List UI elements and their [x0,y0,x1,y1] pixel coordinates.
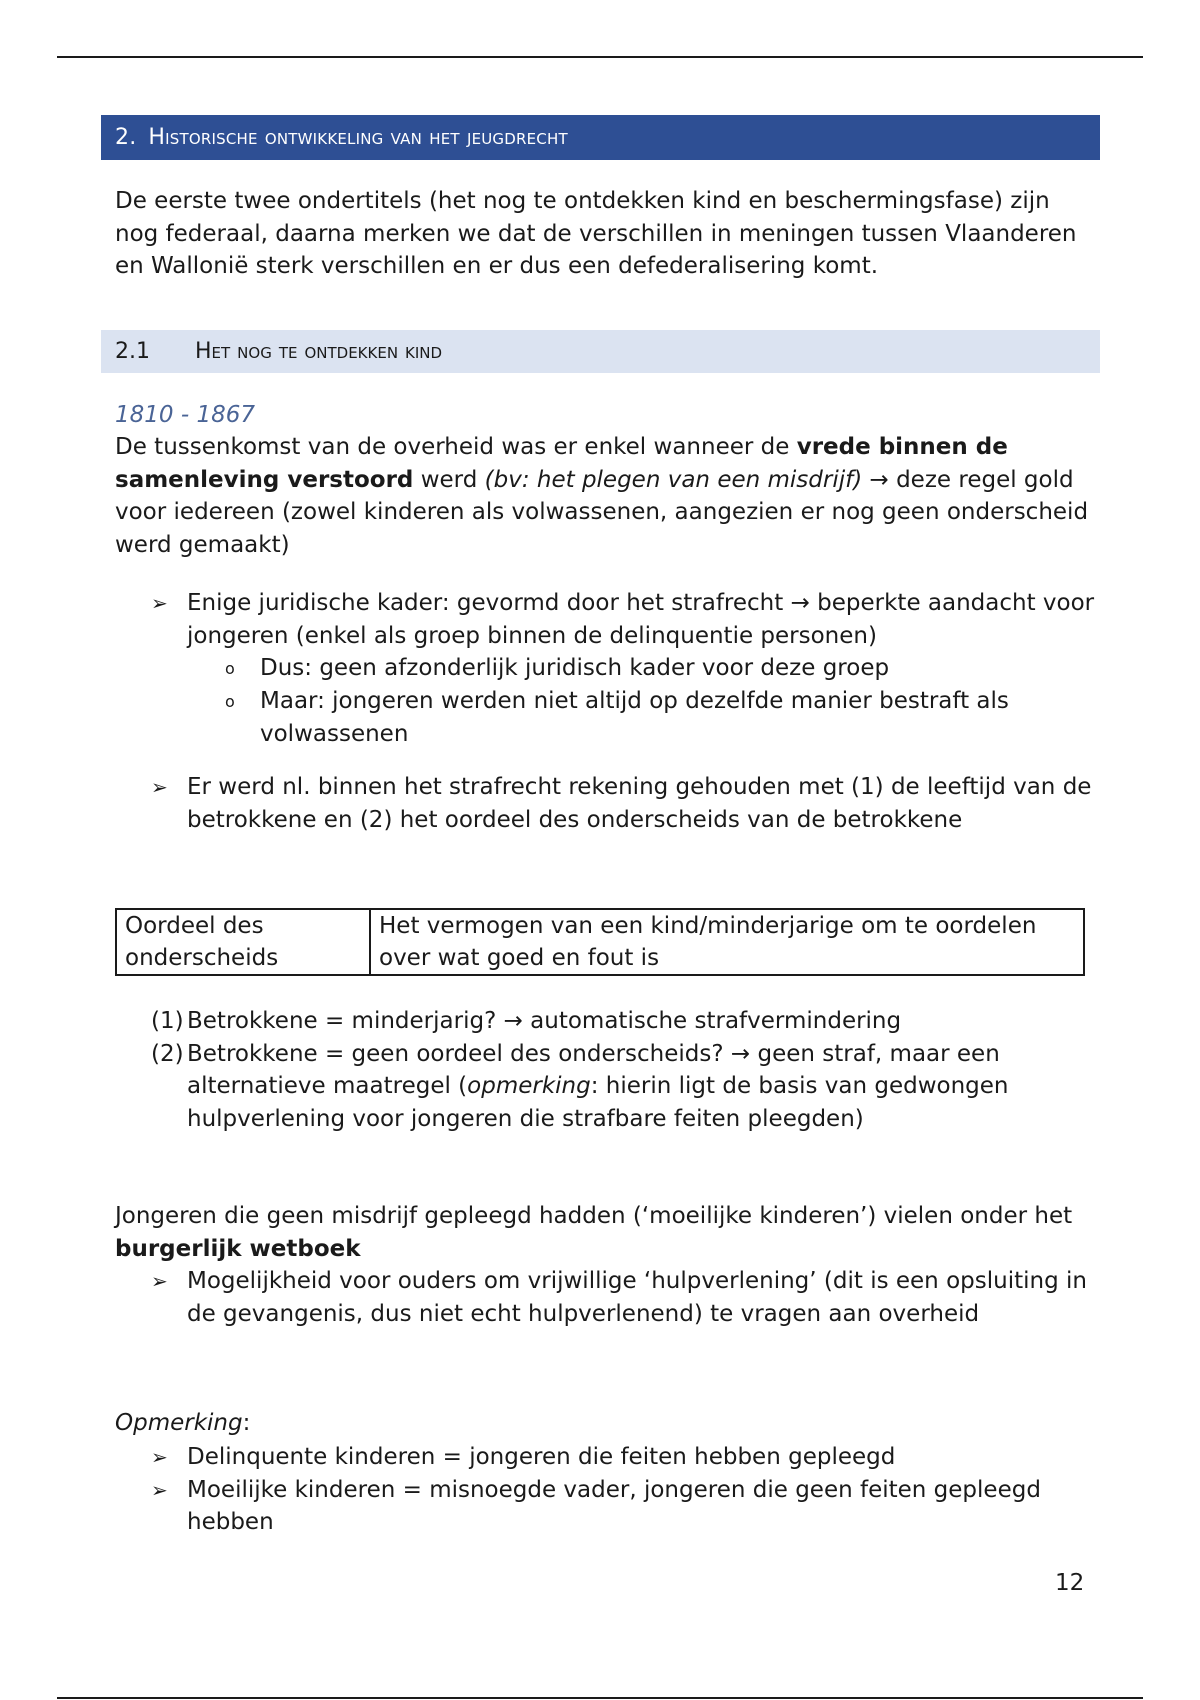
subsection-title: Het nog te ontdekken kind [195,339,443,364]
sub-list-item [115,685,1100,751]
definition-description: Het vermogen van een kind/minderjarige om te oordelen over wat goed en fout is [370,909,1084,975]
section-title: Historische ontwikkeling van het jeugdrecht [148,125,568,150]
bullet-list-strafrecht [115,587,1100,836]
arrow-bullet-icon: ➢ [151,1445,168,1469]
list-item [115,587,1100,652]
subsection-heading [101,330,1100,373]
para2-text: Jongeren die geen misdrijf gepleegd hadden (‘moeilijke kinderen’) vielen onder het [115,1203,1073,1229]
sub-bullet-text: Dus: geen afzonderlijk juridisch kader voor deze groep [260,655,890,681]
bullet-list-opmerking [115,1441,1100,1539]
para1-text-1: De tussenkomst van de overheid was er enkel wanneer de [115,434,797,460]
table-row [116,909,1084,975]
section-number: 2. [115,125,137,150]
note-colon: : [242,1410,251,1436]
item-number: (1) [151,1008,184,1034]
list-item [115,771,1100,836]
note-label [115,1407,1090,1440]
circle-bullet-icon: o [225,692,235,711]
list-item [115,1038,1100,1136]
period-label: 1810 - 1867 [115,402,255,428]
footer-rule [57,1697,1143,1699]
arrow-bullet-icon: ➢ [151,1269,168,1293]
intro-paragraph: De eerste twee ondertitels (het nog te ontdekken kind en beschermingsfase) zijn nog federaal, daarna merken we dat de verschillen in meningen tussen Vlaanderen en Wallonië sterk verschillen en er dus een defederalisering komt. [115,188,1077,279]
list-item [115,1265,1100,1330]
subsection-number: 2.1 [115,339,150,364]
numbered-text-part: : hierin ligt de basis van gedwongen hulpverlening voor jongeren die strafbare feiten pleegden) [187,1073,1009,1132]
circle-bullet-icon: o [225,659,235,678]
arrow-bullet-icon: ➢ [151,591,168,615]
bullet-text: Enige juridische kader: gevormd door het strafrecht → beperkte aandacht voor jongeren (enkel als groep binnen de delinquentie personen) [187,590,1095,649]
para1-text-2: werd [413,466,485,493]
header-rule [57,56,1143,58]
section-heading [101,115,1100,160]
arrow-bullet-icon: ➢ [151,775,168,799]
para1-italic: (bv: het plegen van een misdrijf) [484,466,863,493]
numbered-text-part: Betrokkene = geen oordeel des onderscheids? → geen straf, maar een alternatieve maatregel ( [187,1040,1000,1099]
sub-bullet-text: Maar: jongeren werden niet altijd op dezelfde manier bestraft als volwassenen [260,688,1009,747]
para2-bold: burgerlijk wetboek [115,1235,361,1262]
bullet-text: Mogelijkheid voor ouders om vrijwillige ‘hulpverlening’ (dit is een opsluiting in de gevangenis, dus niet echt hulpverlenend) te vragen aan overheid [187,1268,1087,1327]
sub-list-item [115,652,1100,685]
paragraph-burgerlijk [115,1200,1090,1265]
list-item [115,1441,1100,1474]
definition-table [115,908,1085,976]
para1-bold: vrede binnen de samenleving verstoord [115,434,1008,493]
para1-text-3: → deze regel gold voor iedereen (zowel kinderen als volwassenen, aangezien er nog geen onderscheid werd gemaakt) [115,466,1089,558]
item-number: (2) [151,1040,184,1067]
page-number: 12 [1055,1570,1085,1596]
bullet-list-hulpverlening [115,1265,1100,1330]
arrow-bullet-icon: ➢ [151,1477,168,1502]
numbered-text: Betrokkene = minderjarig? → automatische strafvermindering [187,1008,902,1034]
paragraph-overheid [115,431,1090,561]
note-label-text: Opmerking [115,1410,243,1436]
numbered-text-italic: opmerking [467,1073,591,1099]
definition-term: Oordeel des onderscheids [116,909,370,975]
numbered-list [115,1005,1100,1135]
bullet-text: Delinquente kinderen = jongeren die feiten hebben gepleegd [187,1444,896,1470]
numbered-text [187,1041,1009,1132]
bullet-text: Moeilijke kinderen = misnoegde vader, jongeren die geen feiten gepleegd hebben [187,1476,1041,1535]
bullet-text: Er werd nl. binnen het strafrecht rekening gehouden met (1) de leeftijd van de betrokkene en (2) het oordeel des onderscheids van de betrokkene [187,774,1092,833]
list-item [115,1005,1100,1038]
list-item [115,1474,1100,1539]
